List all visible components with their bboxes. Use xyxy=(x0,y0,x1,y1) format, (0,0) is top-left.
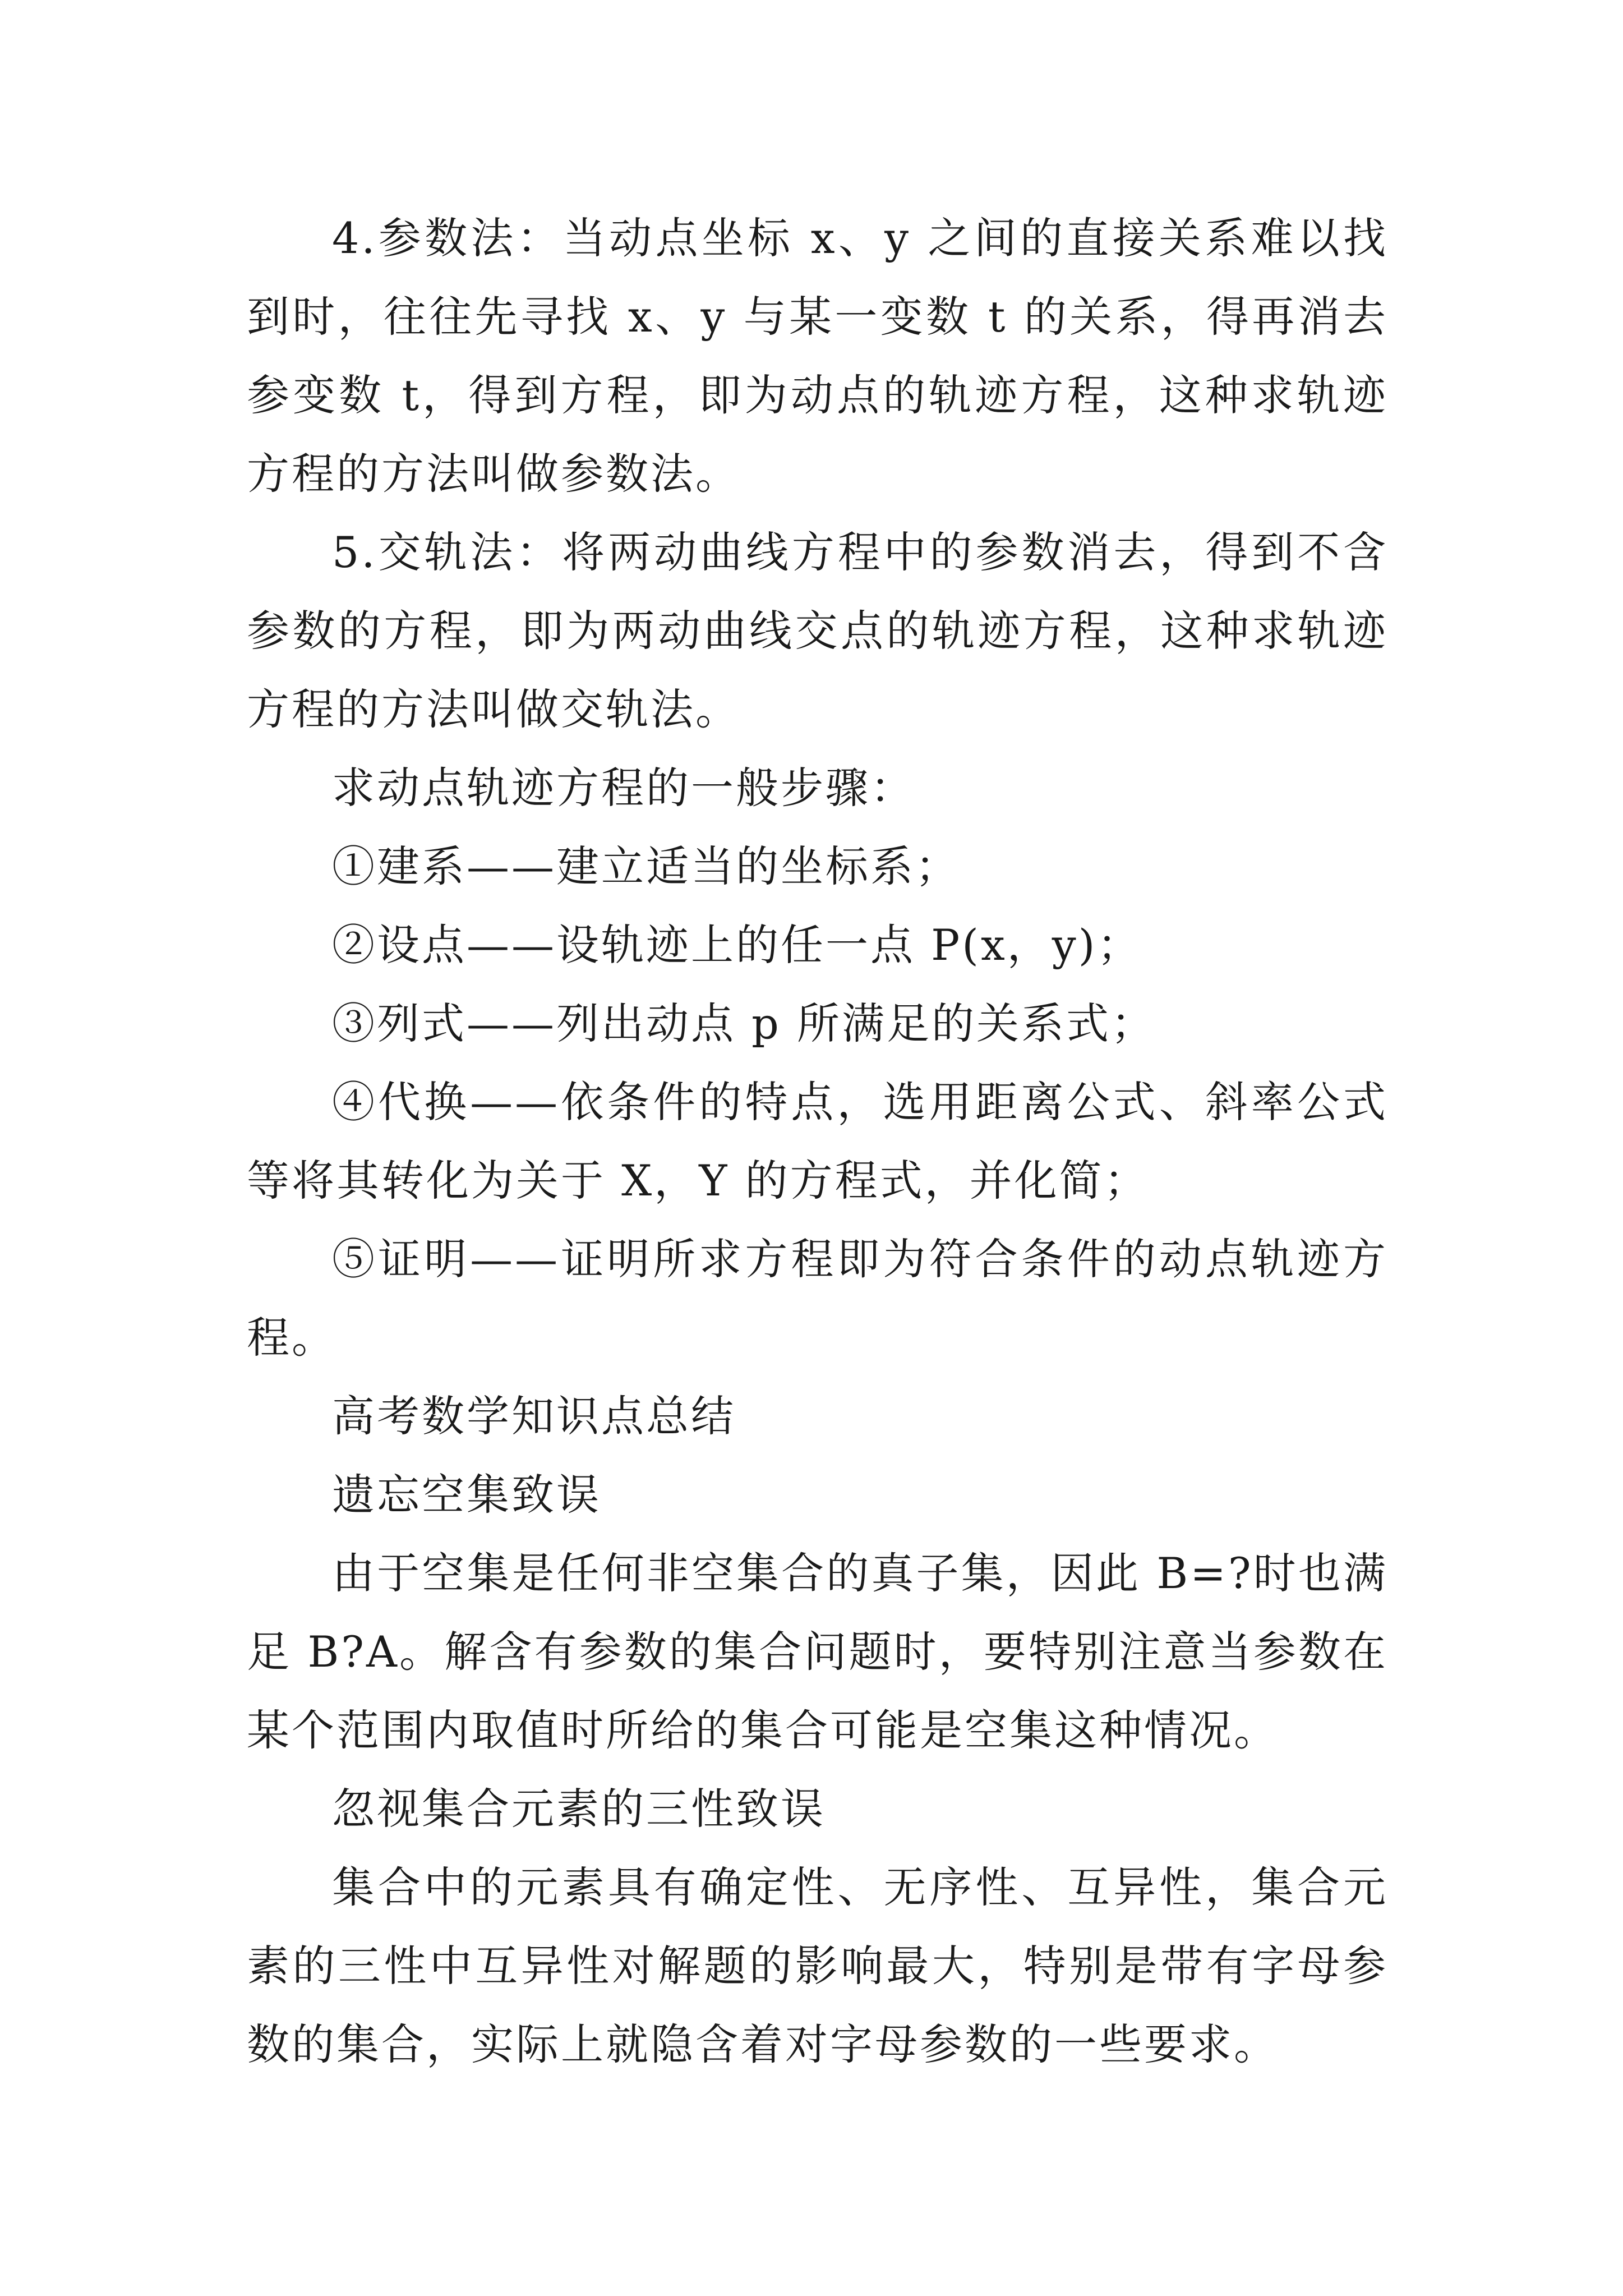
paragraph-set-properties: 集合中的元素具有确定性、无序性、互异性，集合元素的三性中互异性对解题的影响最大，特别是带有字母参数的集合，实际上就隐含着对字母参数的一些要求。 xyxy=(247,1862,1388,2069)
subsection-title-set-properties: 忽视集合元素的三性致误 xyxy=(332,1784,826,1834)
paragraph-parameter-method: 4.参数法：当动点坐标 x、y 之间的直接关系难以找到时，往往先寻找 x、y 与某一变数 t 的关系，得再消去参变数 t，得到方程，即为动点的轨迹方程，这种求轨迹方程的方法叫做参数法。 xyxy=(247,213,1388,499)
step-2: ②设点——设轨迹上的任一点 P(x，y)； xyxy=(332,920,1142,970)
step-5: ⑤证明——证明所求方程即为符合条件的动点轨迹方程。 xyxy=(247,1234,1388,1363)
subsection-title-empty-set: 遗忘空集致误 xyxy=(332,1470,601,1520)
section-title: 高考数学知识点总结 xyxy=(332,1391,736,1441)
document-page xyxy=(247,199,1388,2084)
step-4: ④代换——依条件的特点，选用距离公式、斜率公式等将其转化为关于 X，Y 的方程式，并化简； xyxy=(247,1077,1388,1205)
paragraph-intersection-method: 5.交轨法：将两动曲线方程中的参数消去，得到不含参数的方程，即为两动曲线交点的轨迹方程，这种求轨迹方程的方法叫做交轨法。 xyxy=(247,527,1388,734)
step-1: ①建系——建立适当的坐标系； xyxy=(332,841,960,891)
paragraph-empty-set: 由于空集是任何非空集合的真子集，因此 B=?时也满足 B?A。解含有参数的集合问题时，要特别注意当参数在某个范围内取值时所给的集合可能是空集这种情况。 xyxy=(247,1548,1388,1755)
step-3: ③列式——列出动点 p 所满足的关系式； xyxy=(332,999,1156,1048)
steps-heading: 求动点轨迹方程的一般步骤： xyxy=(332,763,915,813)
